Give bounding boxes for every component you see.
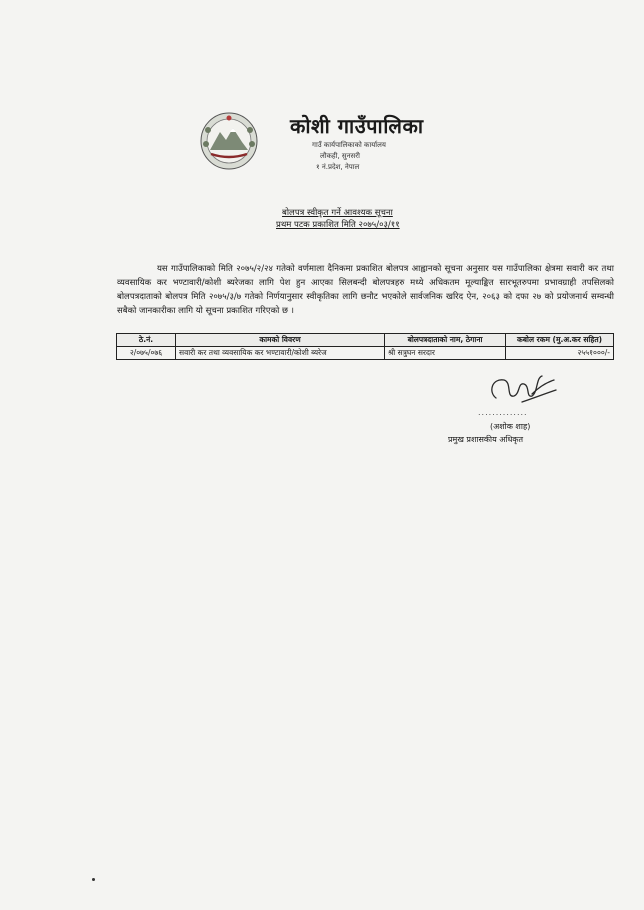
signatory-title: प्रमुख प्रशासकीय अधिकृत bbox=[448, 435, 524, 444]
signature-line: .............. bbox=[478, 408, 528, 417]
bid-table-header-row bbox=[117, 334, 614, 347]
work-description-cell: सवारी कर तथा व्यवसायिक कर भण्टावारी/कोशी ब्यरेज bbox=[176, 347, 385, 360]
office-province: १ नं.प्रदेश, नेपाल bbox=[316, 163, 360, 171]
bid-amount-cell: २५५१०००/- bbox=[506, 347, 614, 360]
notice-body: यस गाउँपालिकाको मिति २०७५/२/२४ गतेको वर्णमाला दैनिकमा प्रकाशित बोलपत्र आह्वानको सूचना अनुसार यस गाउँपालिका क्षेत्रमा सवारी कर तथा व्यवसायिक कर भण्टावारी/कोशी ब्यरेजका लागि पेश हुन आएका सिलबन्दी बोलपत्रहरु मध्ये अधिकतम मूल्याङ्कित सारभूतरुपमा प्रभावग्राही तपसिलको बोलपत्रदाताको बोलपत्र मिति २०७५/३/७ गतेको निर्णयानुसार स्वीकृतिका लागि छनौट भएकोले सार्वजनिक खरिद ऐन, २०६३ को दफा २७ को प्रयोजनार्थ सम्वन्धी सबैको जानकारीका लागि यो सूचना प्रकाशित गरिएको छ । bbox=[117, 264, 614, 316]
bidder-cell: श्री सत्रुघन सरदार bbox=[385, 347, 506, 360]
header-contract-number: ठे.नं. bbox=[117, 334, 176, 347]
bid-table bbox=[116, 333, 614, 360]
contract-number-cell: २/०७५/०७६ bbox=[117, 347, 176, 360]
header-bidder: बोलपत्रदाताको नाम, ठेगाना bbox=[385, 334, 506, 347]
handwritten-signature bbox=[482, 368, 562, 412]
header-bid-amount: कबोल रकम (मु.अ.कर सहित) bbox=[506, 334, 614, 347]
page-mark bbox=[92, 878, 95, 881]
table-row bbox=[117, 347, 614, 360]
header-work-description: कामको विवरण bbox=[176, 334, 385, 347]
office-name: गाउँ कार्यपालिकाको कार्यालय bbox=[312, 141, 386, 149]
notice-title: बोलपत्र स्वीकृत गर्ने आवश्यक सूचना bbox=[282, 208, 393, 218]
notice-publish-date: प्रथम पटक प्रकाशित मिति २०७५/०३/११ bbox=[276, 220, 400, 230]
municipality-title: कोशी गाउँपालिका bbox=[290, 114, 424, 138]
signatory-name: (अशोक शाह) bbox=[490, 422, 531, 431]
nepal-emblem-logo bbox=[196, 110, 262, 172]
office-location: लौकही, सुनसरी bbox=[320, 152, 360, 160]
